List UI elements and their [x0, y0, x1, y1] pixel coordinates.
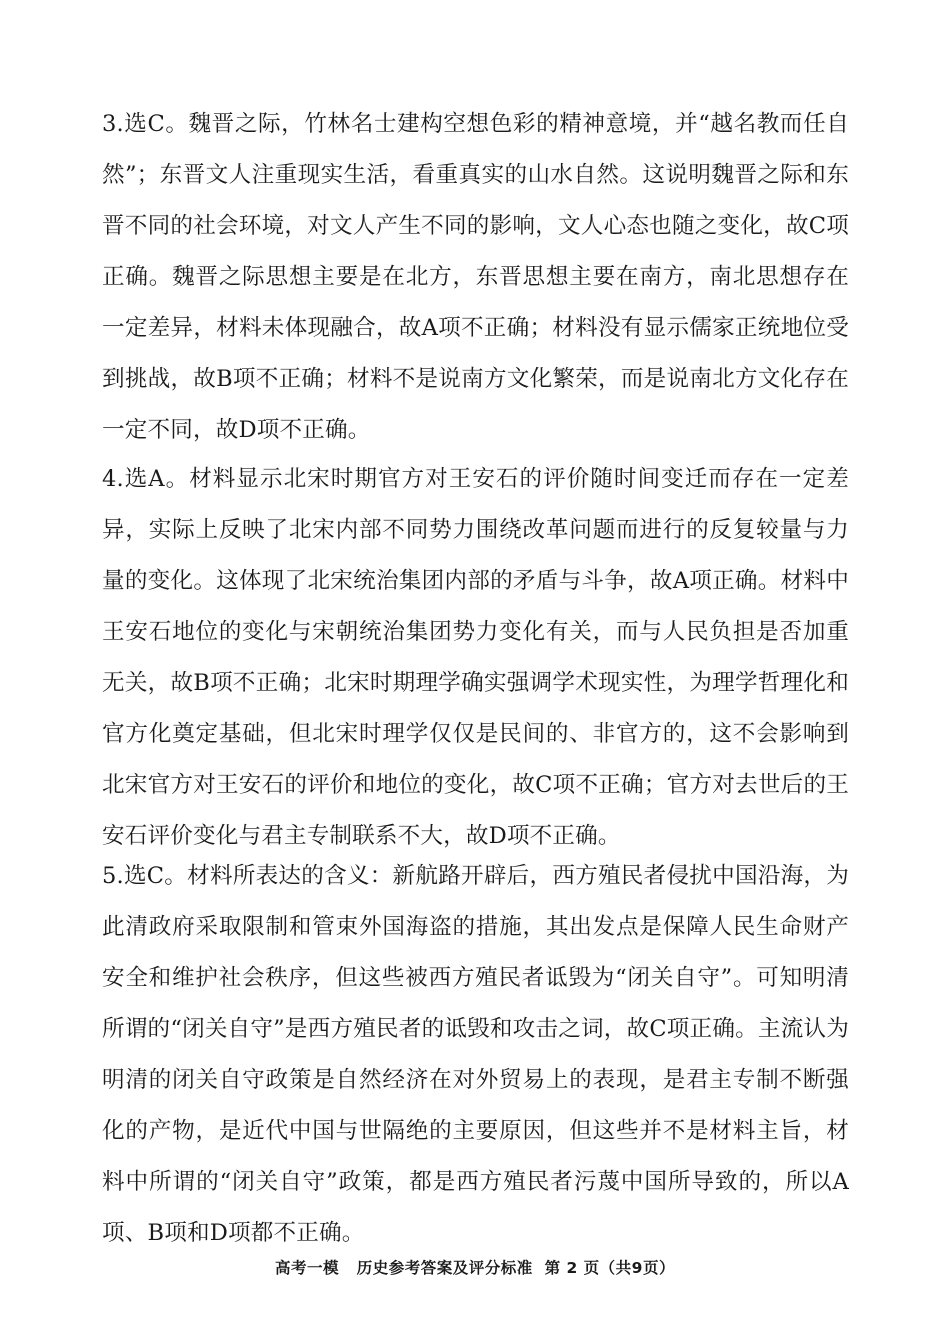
footer-exam: 高考一模 — [275, 1259, 340, 1277]
footer-page-number: 第 2 页（共9页） — [544, 1259, 675, 1277]
answer-paragraph-5: 5.选C。材料所表达的含义：新航路开辟后，西方殖民者侵扰中国沿海，为此清政府采取限制和管束外国海盗的措施，其出发点是保障人民生命财产安全和维护社会秩序，但这些被西方殖民者诋毁为“闭关自守”。可知明清所谓的“闭关自守”是西方殖民者的诋毁和攻击之词，故C项正确。主流认为明清的闭关自守政策是自然经济在对外贸易上的表现，是君主专制不断强化的产物，是近代中国与世隔绝的主要原因，但这些并不是材料主旨，材料中所谓的“闭关自守”政策，都是西方殖民者污蔑中国所导致的，所以A项、B项和D项都不正确。 — [102, 863, 849, 1246]
answer-paragraph-4: 4.选A。材料显示北宋时期官方对王安石的评价随时间变迁而存在一定差异，实际上反映了北宋内部不同势力围绕改革问题而进行的反复较量与力量的变化。这体现了北宋统治集团内部的矛盾与斗争，故A项正确。材料中王安石地位的变化与宋朝统治集团势力变化有关，而与人民负担是否加重无关，故B项不正确；北宋时期理学确实强调学术现实性，为理学哲理化和官方化奠定基础，但北宋时理学仅仅是民间的、非官方的，这不会影响到北宋官方对王安石的评价和地位的变化，故C项不正确；官方对去世后的王安石评价变化与君主专制联系不大，故D项不正确。 — [102, 466, 849, 849]
footer-subject: 历史参考答案及评分标准 — [356, 1259, 533, 1277]
answer-paragraph-3: 3.选C。魏晋之际，竹林名士建构空想色彩的精神意境，并“越名教而任自然”；东晋文人注重现实生活，看重真实的山水自然。这说明魏晋之际和东晋不同的社会环境，对文人产生不同的影响，文人心态也随之变化，故C项正确。魏晋之际思想主要是在北方，东晋思想主要在南方，南北思想存在一定差异，材料未体现融合，故A项不正确；材料没有显示儒家正统地位受到挑战，故B项不正确；材料不是说南方文化繁荣，而是说南北方文化存在一定不同，故D项不正确。 — [102, 111, 849, 443]
page-footer — [0, 1256, 950, 1278]
